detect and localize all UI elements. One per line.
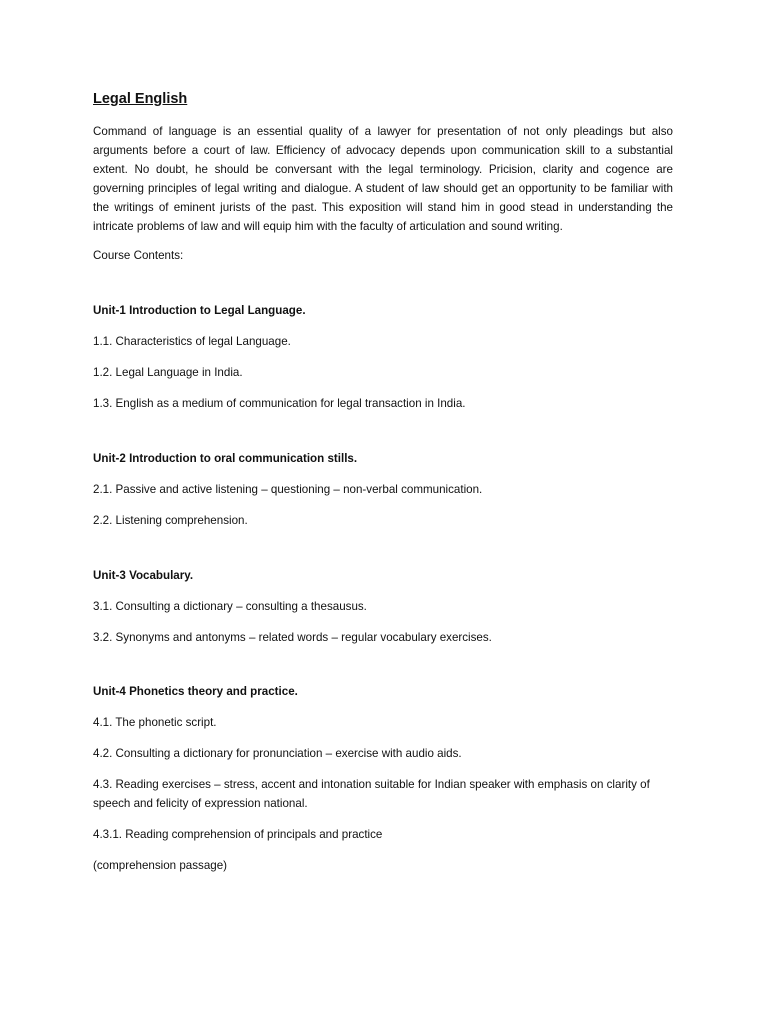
section-gap [93,278,673,302]
unit-1-item-3: 1.3. English as a medium of communication for legal transaction in India. [93,397,466,411]
unit-4-heading: Unit-4 Phonetics theory and practice. [93,685,298,699]
section-gap [93,543,673,567]
document-title: Legal English [93,91,188,107]
unit-4-item-5: (comprehension passage) [93,858,228,872]
unit-2-item-1: 2.1. Passive and active listening – questioning – non-verbal communication. [93,482,483,496]
unit-2-item-2: 2.2. Listening comprehension. [93,513,248,527]
section-gap [93,426,673,450]
unit-1-heading: Unit-1 Introduction to Legal Language. [93,304,306,318]
unit-2-heading: Unit-2 Introduction to oral communication stills. [93,451,358,465]
unit-1-item-2: 1.2. Legal Language in India. [93,366,243,380]
unit-4-item-2: 4.2. Consulting a dictionary for pronunciation – exercise with audio aids. [93,747,462,761]
section-gap [93,659,673,683]
unit-4-item-3: 4.3. Reading exercises – stress, accent and intonation suitable for Indian speaker with emphasis on clarity of speech and felicity of expression national. [93,778,650,811]
intro-paragraph: Command of language is an essential quality of a lawyer for presentation of not only pleadings but also arguments before a court of law. Efficiency of advocacy depends upon communication skill to a substantial extent. No doubt, he should be conversant with the legal terminology. Pricision, clarity and cogence are governing principles of legal writing and dialogue. A student of law should get an opportunity to be familiar with the writings of eminent jurists of the past. This exposition will stand him in good stead in understanding the intricate problems of law and will equip him with the faculty of articulation and sound writing. [93,125,673,233]
unit-4-item-4: 4.3.1. Reading comprehension of principals and practice [93,827,383,841]
unit-3-heading: Unit-3 Vocabulary. [93,568,194,582]
unit-3-item-2: 3.2. Synonyms and antonyms – related words – regular vocabulary exercises. [93,630,492,644]
unit-1-item-1: 1.1. Characteristics of legal Language. [93,335,291,349]
unit-4-item-1: 4.1. The phonetic script. [93,716,217,730]
course-contents-label: Course Contents: [93,249,184,263]
document-page [93,89,673,888]
unit-3-item-1: 3.1. Consulting a dictionary – consulting a thesausus. [93,599,367,613]
